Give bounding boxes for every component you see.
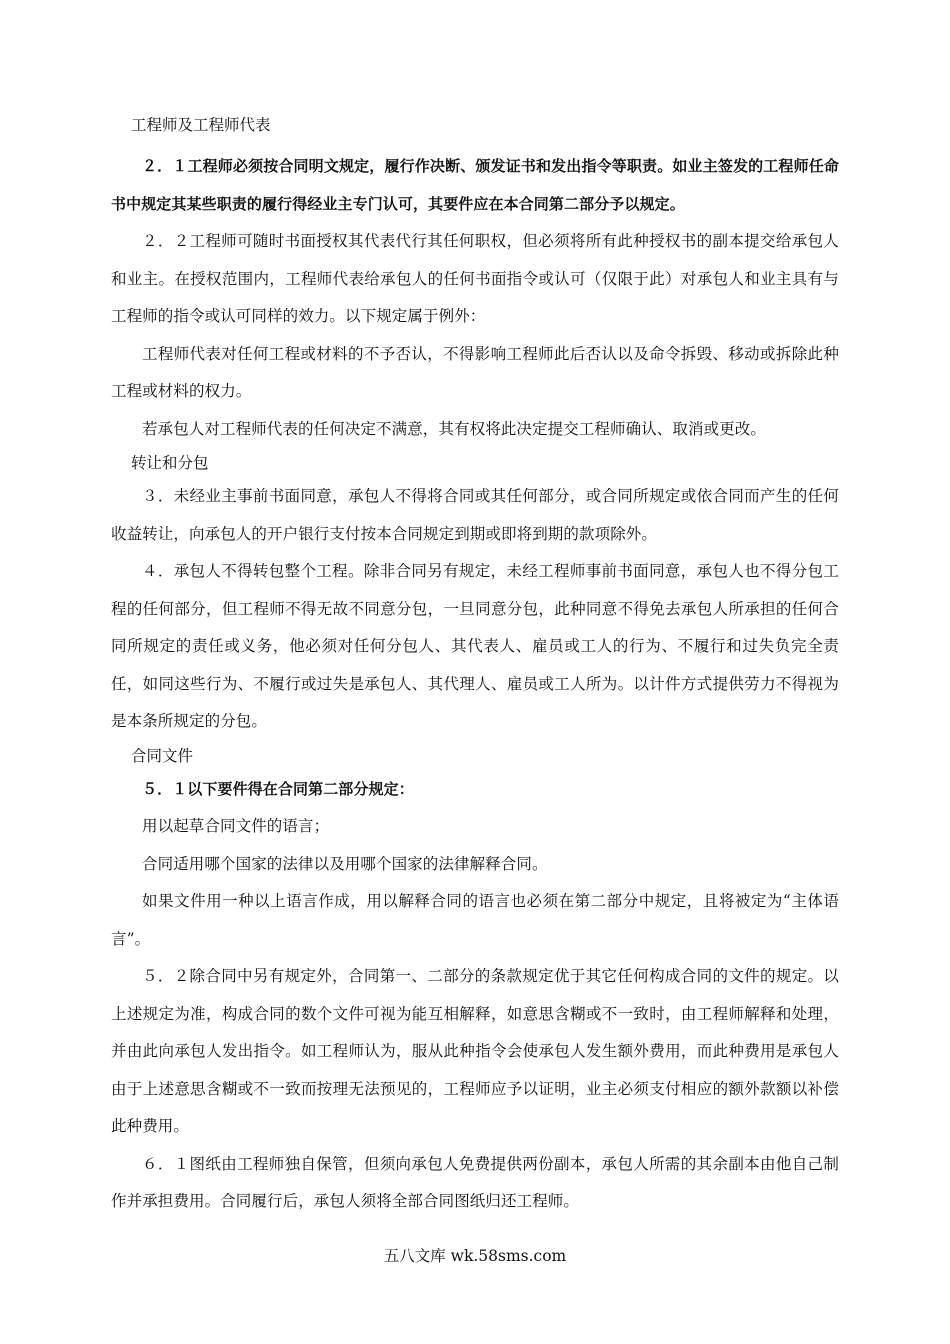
clause-2-2-exception-2: 若承包人对工程师代表的任何决定不满意，其有权将此决定提交工程师确认、取消或更改。 xyxy=(142,419,767,438)
section-heading-engineer: 工程师及工程师代表 xyxy=(131,116,271,134)
clause-3: ３．未经业主事前书面同意，承包人不得将合同或其任何部分，或合同所规定或依合同而产生的任何收益转让，向承包人的开户银行支付按本合同规定到期或即将到期的款项除外。 xyxy=(111,487,839,543)
page-footer: 五八文库 wk.58sms.com xyxy=(383,1247,567,1265)
clause-5-2: ５．２除合同中另有规定外，合同第一、二部分的条款规定优于其它任何构成合同的文件的规定。以上述规定为准，构成合同的数个文件可视为能互相解释，如意思含糊或不一致时，由工程师解释和处理，并由此向承包人发出指令。如工程师认为，服从此种指令会使承包人发生额外费用，而此种费用是承包人由于上述意思含糊或不一致而按理无法预见的，工程师应予以证明，业主必须支付相应的额外款额以补偿此种费用。 xyxy=(111,967,839,1135)
clause-6-1: ６．１图纸由工程师独自保管，但须向承包人免费提供两份副本，承包人所需的其余副本由他自己制作并承担费用。合同履行后，承包人须将全部合同图纸归还工程师。 xyxy=(111,1154,839,1210)
section-heading-contract-documents: 合同文件 xyxy=(131,746,194,765)
section-heading-assignment: 转让和分包 xyxy=(131,454,209,472)
clause-5-1-ruling-language: 如果文件用一种以上语言作成，用以解释合同的语言也必须在第二部分中规定，且将被定为“主体语言”。 xyxy=(111,892,839,948)
clause-2-1: ２．１工程师必须按合同明文规定，履行作决断、颁发证书和发出指令等职责。如业主签发的工程师任命书中规定其某些职责的履行得经业主专门认可，其要件应在本合同第二部分予以规定。 xyxy=(111,157,839,213)
clause-5-1-item-law: 合同适用哪个国家的法律以及用哪个国家的法律解释合同。 xyxy=(142,854,548,873)
clause-2-2-exception-1: 工程师代表对任何工程或材料的不予否认，不得影响工程师此后否认以及命令拆毁、移动或拆除此种工程或材料的权力。 xyxy=(111,344,839,400)
clause-5-1-item-language: 用以起草合同文件的语言； xyxy=(142,817,330,835)
clause-5-1: ５．１以下要件得在合同第二部分规定： xyxy=(142,779,414,798)
clause-4: ４．承包人不得转包整个工程。除非合同另有规定，未经工程师事前书面同意，承包人也不得分包工程的任何部分，但工程师不得无故不同意分包，一旦同意分包，此种同意不得免去承包人所承担的任何合同所规定的责任或义务，他必须对任何分包人、其代表人、雇员或工人的行为、不履行和过失负完全责任，如同这些行为、不履行或过失是承包人、其代理人、雇员或工人所为。以计件方式提供劳力不得视为是本条所规定的分包。 xyxy=(111,562,839,730)
document-body xyxy=(111,110,839,1221)
clause-2-2: ２．２工程师可随时书面授权其代表代行其任何职权，但必须将所有此种授权书的副本提交给承包人和业主。在授权范围内，工程师代表给承包人的任何书面指令或认可（仅限于此）对承包人和业主具有与工程师的指令或认可同样的效力。以下规定属于例外： xyxy=(111,232,839,325)
